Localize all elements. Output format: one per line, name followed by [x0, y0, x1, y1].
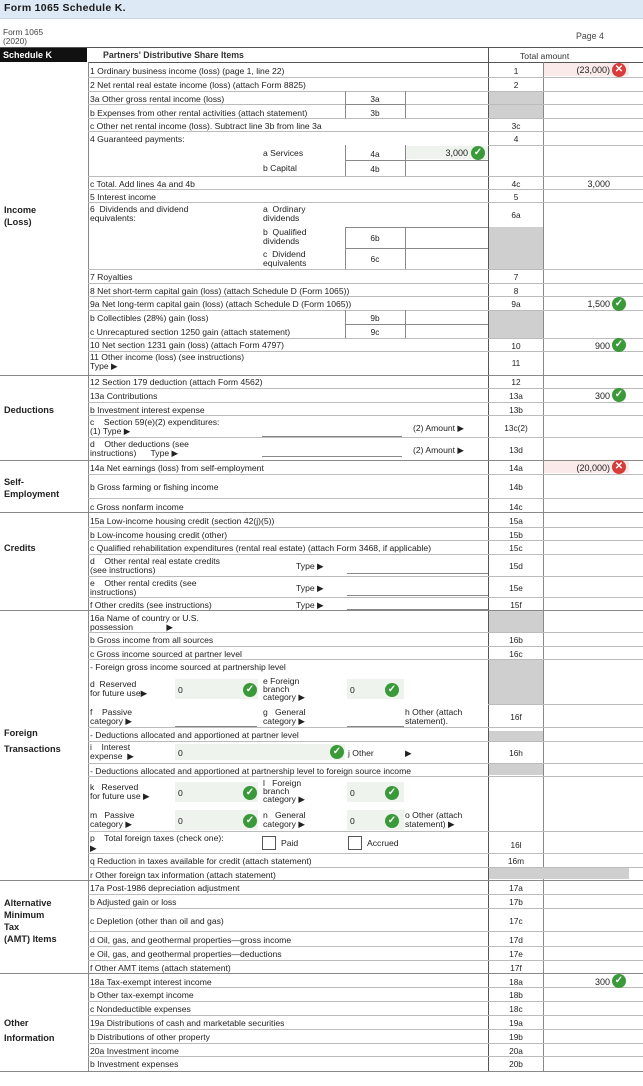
line-14c: c Gross nonfarm income: [90, 502, 184, 512]
line-16m: m Passive category ▶: [90, 810, 135, 829]
line-number: 15d: [509, 561, 523, 571]
line-number: 18a: [509, 977, 523, 987]
line-number: 12: [511, 377, 521, 387]
line-17b: b Adjusted gain or loss: [90, 897, 177, 907]
row-rule: [88, 310, 643, 311]
row-rule: [88, 474, 643, 475]
line-8: 8 Net short-term capital gain (loss) (attach Schedule D (Form 1065)): [90, 286, 350, 296]
line-17d: d Oil, gas, and geothermal properties—gross income: [90, 935, 292, 945]
box-4a: 4a: [370, 149, 380, 159]
line-number: 9a: [511, 299, 521, 309]
rule: [347, 609, 488, 610]
check-ok-icon: ✓: [243, 683, 257, 697]
line-16e: e Foreign branch category ▶: [263, 676, 305, 702]
box-4b: 4b: [370, 164, 380, 174]
line-15d: d Other rental real estate credits (see instructions): [90, 556, 220, 575]
box-6c: 6c: [370, 254, 380, 264]
line-number: 20b: [509, 1059, 523, 1069]
section-self-employment: Self- Employment: [4, 477, 60, 499]
line-18a: 18a Tax-exempt interest income: [90, 977, 212, 987]
check-ok-icon: ✓: [612, 297, 626, 311]
box-3b: 3b: [370, 108, 380, 118]
box-6b: 6b: [370, 233, 380, 243]
value-16m: 0: [178, 816, 183, 826]
field-16i[interactable]: [175, 744, 345, 760]
line-number: 15f: [510, 600, 522, 610]
section-rule: [0, 512, 643, 513]
row-rule: [88, 727, 643, 728]
section-credits: Credits: [4, 543, 36, 553]
line-number: 1: [513, 66, 519, 76]
line-number: 14c: [509, 502, 523, 512]
row-rule: [88, 946, 643, 947]
value-line-18a: 300: [594, 977, 610, 987]
paid-checkbox[interactable]: [262, 836, 276, 850]
line-16h: h Other (attach statement).: [405, 707, 463, 726]
line-15e: e Other rental credits (see instructions): [90, 578, 197, 597]
rule: [345, 104, 405, 105]
page-title: Form 1065 Schedule K.: [4, 2, 126, 14]
error-icon: ✕: [612, 63, 626, 77]
row-rule: [488, 145, 643, 146]
line-number: 13c(2): [504, 423, 528, 433]
line-19a: 19a Distributions of cash and marketable securities: [90, 1018, 285, 1028]
line-number: 17a: [509, 883, 523, 893]
line-number: 13d: [509, 445, 523, 455]
line-number: 15c: [509, 543, 523, 553]
value-4a: 3,000: [445, 148, 468, 158]
box-9b: 9b: [370, 313, 380, 323]
type-label: Type ▶: [296, 561, 324, 571]
rule: [345, 227, 488, 228]
value-16d: 0: [178, 685, 183, 695]
line-number: 3c: [511, 121, 521, 131]
line-number: 17e: [509, 949, 523, 959]
line-20a: 20a Investment income: [90, 1046, 179, 1056]
box-9c: 9c: [370, 327, 380, 337]
line-16-foreign-gross: - Foreign gross income sourced at partnership level: [90, 662, 286, 672]
row-rule: [88, 1015, 643, 1016]
rule: [0, 47, 643, 48]
line-13d: d Other deductions (see instructions) Type ▶: [90, 439, 189, 458]
error-icon: ✕: [612, 460, 626, 474]
section-rule: [0, 880, 643, 881]
line-number: 16c: [509, 649, 523, 659]
line-16n: n General category ▶: [263, 810, 306, 829]
line-16j: j Other: [348, 748, 374, 758]
value-line-9a: 1,500: [587, 299, 610, 309]
row-rule: [88, 498, 643, 499]
row-rule: [88, 659, 643, 660]
line-number: 5: [513, 192, 519, 202]
row-rule: [88, 987, 643, 988]
row-rule: [88, 894, 643, 895]
line-13a: 13a Contributions: [90, 391, 158, 401]
line-number: 14b: [509, 482, 523, 492]
check-ok-icon: ✓: [243, 786, 257, 800]
check-ok-icon: ✓: [243, 814, 257, 828]
rule: [345, 248, 488, 249]
row-rule: [88, 269, 643, 270]
row-rule: [488, 704, 643, 705]
row-rule: [88, 576, 643, 577]
row-rule: [88, 632, 643, 633]
page-number: Page 4: [576, 31, 604, 41]
section-other-info: Other Information: [4, 1018, 55, 1043]
line-number: 17b: [509, 897, 523, 907]
line-9a: 9a Net long-term capital gain (loss) (attach Schedule D (Form 1065)): [90, 299, 352, 309]
value-16i: 0: [178, 748, 183, 758]
line-number: 8: [513, 286, 519, 296]
row-rule: [88, 189, 643, 190]
line-3b: b Expenses from other rental activities (attach statement): [90, 108, 308, 118]
value-16k: 0: [178, 788, 183, 798]
value-line-10: 900: [594, 341, 610, 351]
line-number: 2: [513, 80, 519, 90]
row-rule: [88, 283, 643, 284]
row-rule: [88, 338, 643, 339]
row-rule: [88, 176, 643, 177]
shaded-cell: [489, 868, 629, 879]
line-number: 18c: [509, 1004, 523, 1014]
shaded-cell: [489, 611, 543, 632]
line-number: 13b: [509, 405, 523, 415]
line-16c: c Gross income sourced at partner level: [90, 649, 242, 659]
row-rule: [88, 351, 643, 352]
line-16b: b Gross income from all sources: [90, 635, 214, 645]
line-16a: 16a Name of country or U.S. possession ▶: [90, 613, 199, 632]
row-rule: [88, 908, 643, 909]
line-15c: c Qualified rehabilitation expenditures (rental real estate) (attach Form 3468, if applicable): [90, 543, 432, 553]
rule: [405, 91, 406, 118]
rule: [347, 573, 488, 574]
row-rule: [88, 1056, 643, 1057]
line-number: 19a: [509, 1018, 523, 1028]
line-16f: f Passive category ▶: [90, 707, 133, 726]
line-3a: 3a Other gross rental income (loss): [90, 94, 225, 104]
accrued-label: Accrued: [367, 838, 399, 848]
line-number: 16m: [507, 856, 525, 866]
line-number: 15b: [509, 530, 523, 540]
box-3a: 3a: [370, 94, 380, 104]
line-16k: k Reserved for future use ▶: [90, 782, 150, 801]
line-16-deductions-partnership: - Deductions allocated and apportioned at partnership level to foreign source income: [90, 766, 412, 776]
line-16l: l Foreign branch category ▶: [263, 778, 305, 804]
section-rule: [0, 973, 643, 974]
line-number: 4c: [511, 179, 521, 189]
form-year: (2020): [3, 36, 27, 46]
value-line-14a: (20,000): [576, 463, 610, 473]
line-12: 12 Section 179 deduction (attach Form 4562): [90, 377, 263, 387]
total-amount-heading: Total amount: [520, 51, 570, 61]
section-amt: Alternative Minimum Tax (AMT) Items: [4, 898, 57, 944]
row-rule: [88, 296, 643, 297]
row-rule: [88, 402, 643, 403]
rule: [543, 62, 544, 1072]
check-ok-icon: ✓: [385, 814, 399, 828]
row-rule: [88, 597, 643, 598]
line-17e: e Oil, gas, and geothermal properties—deductions: [90, 949, 282, 959]
value-line-4c: 3,000: [587, 179, 610, 189]
line-18b: b Other tax-exempt income: [90, 990, 194, 1000]
row-rule: [88, 1043, 643, 1044]
shaded-cell: [489, 311, 543, 338]
line-13c: c Section 59(e)(2) expenditures: (1) Type ▶: [90, 417, 220, 436]
line-9c: c Unrecaptured section 1250 gain (attach statement): [90, 327, 291, 337]
row-rule: [88, 1001, 643, 1002]
line-5: 5 Interest income: [90, 192, 156, 202]
line-16p: p Total foreign taxes (check one): ▶: [90, 833, 224, 853]
row-rule: [88, 867, 643, 868]
row-rule: [88, 437, 643, 438]
row-rule: [88, 1029, 643, 1030]
value-16l: 0: [350, 788, 355, 798]
line-number: 15e: [509, 583, 523, 593]
row-rule: [88, 960, 643, 961]
rule: [347, 595, 488, 596]
line-4b: b Capital: [263, 163, 297, 173]
line-20b: b Investment expenses: [90, 1059, 179, 1069]
line-6c: c Dividend equivalents: [263, 249, 307, 268]
line-number: 6a: [511, 210, 521, 220]
line-number: 20a: [509, 1046, 523, 1056]
check-ok-icon: ✓: [471, 146, 485, 160]
type-label: Type ▶: [296, 583, 324, 593]
line-14b: b Gross farming or fishing income: [90, 482, 219, 492]
shaded-cell: [489, 227, 543, 269]
value-line-1: (23,000): [576, 65, 610, 75]
row-rule: [88, 202, 643, 203]
line-4: 4 Guaranteed payments:: [90, 134, 185, 144]
line-18c: c Nondeductible expenses: [90, 1004, 191, 1014]
line-17c: c Depletion (other than oil and gas): [90, 916, 224, 926]
row-rule: [88, 77, 643, 78]
check-ok-icon: ✓: [385, 683, 399, 697]
line-6a: a Ordinary dividends: [263, 204, 306, 223]
line-number: 17d: [509, 935, 523, 945]
line-10: 10 Net section 1231 gain (loss) (attach Form 4797): [90, 340, 284, 350]
rule: [345, 160, 488, 161]
check-ok-icon: ✓: [385, 786, 399, 800]
type-label: Type ▶: [296, 600, 324, 610]
value-line-13a: 300: [594, 391, 610, 401]
line-number: 16h: [509, 748, 523, 758]
rule: [262, 456, 402, 457]
shaded-cell: [489, 764, 543, 775]
paid-label: Paid: [281, 838, 299, 848]
line-number: 10: [511, 341, 521, 351]
line-number: 7: [513, 272, 519, 282]
row-rule: [88, 415, 643, 416]
line-4a: a Services: [263, 148, 304, 158]
rule: [88, 62, 89, 1072]
row-rule: [88, 118, 643, 119]
line-11: 11 Other income (loss) (see instructions) Type ▶: [90, 352, 245, 371]
line-16i: i Interest expense ▶: [90, 742, 134, 761]
row-rule: [88, 931, 643, 932]
line-number: 17f: [510, 963, 522, 973]
check-ok-icon: ✓: [612, 338, 626, 352]
line-1: 1 Ordinary business income (loss) (page 1, line 22): [90, 66, 285, 76]
section-rule: [0, 1071, 643, 1072]
line-16r: r Other foreign tax information (attach statement): [90, 870, 276, 880]
line-number: 16f: [510, 712, 522, 722]
row-rule: [88, 131, 643, 132]
page-header: [0, 0, 643, 19]
line-16d: d Reserved for future use▶: [90, 679, 148, 698]
row-rule: [88, 646, 643, 647]
line-3c: c Other net rental income (loss). Subtract line 3b from line 3a: [90, 121, 322, 131]
line-7: 7 Royalties: [90, 272, 133, 282]
line-15a: 15a Low-income housing credit (section 42(j)(5)): [90, 516, 275, 526]
section-rule: [0, 375, 643, 376]
line-9b: b Collectibles (28%) gain (loss): [90, 313, 209, 323]
row-rule: [88, 776, 643, 777]
line-4c: c Total. Add lines 4a and 4b: [90, 179, 195, 189]
row-rule: [88, 91, 643, 92]
value-16n: 0: [350, 816, 355, 826]
row-rule: [88, 527, 643, 528]
line-number: 14a: [509, 463, 523, 473]
shaded-cell: [489, 660, 543, 704]
line-2: 2 Net rental real estate income (loss) (attach Form 8825): [90, 80, 306, 90]
arrow-label: ▶: [405, 748, 412, 758]
line-6b: b Qualified dividends: [263, 227, 307, 246]
line-15b: b Low-income housing credit (other): [90, 530, 228, 540]
line-number: 4: [513, 134, 519, 144]
line-number: 16b: [509, 635, 523, 645]
line-13b: b Investment interest expense: [90, 405, 205, 415]
line-14a: 14a Net earnings (loss) from self-employment: [90, 463, 264, 473]
line-6: 6 Dividends and dividend equivalents:: [90, 204, 189, 223]
check-ok-icon: ✓: [612, 974, 626, 988]
row-rule: [88, 853, 643, 854]
line-number: 11: [511, 358, 521, 368]
line-19b: b Distributions of other property: [90, 1032, 210, 1042]
line-16-deductions-partner: - Deductions allocated and apportioned at partner level: [90, 730, 299, 740]
row-rule: [88, 388, 643, 389]
line-number: 17c: [509, 916, 523, 926]
value-16e: 0: [350, 685, 355, 695]
section-income: Income (Loss): [4, 205, 37, 227]
line-13d-amount: (2) Amount ▶: [413, 445, 465, 455]
section-deductions: Deductions: [4, 405, 55, 415]
line-number: 18b: [509, 990, 523, 1000]
line-16g: g General category ▶: [263, 707, 306, 726]
schedule-label: Schedule K: [0, 48, 87, 62]
line-16q: q Reduction in taxes available for credit (attach statement): [90, 856, 312, 866]
line-13c-amount: (2) Amount ▶: [413, 423, 465, 433]
accrued-checkbox[interactable]: [348, 836, 362, 850]
line-16o: o Other (attach statement) ▶: [405, 810, 463, 829]
row-rule: [88, 763, 643, 764]
row-rule: [88, 741, 643, 742]
section-foreign: Foreign Transactions: [4, 728, 61, 754]
schedule-heading: Partners' Distributive Share Items: [103, 50, 244, 60]
line-15f: f Other credits (see instructions): [90, 600, 212, 610]
line-17f: f Other AMT items (attach statement): [90, 963, 231, 973]
line-number: 16l: [510, 840, 522, 850]
line-number: 13a: [509, 391, 523, 401]
check-ok-icon: ✓: [612, 388, 626, 402]
row-rule: [88, 831, 643, 832]
line-number: 15a: [509, 516, 523, 526]
rule: [345, 324, 488, 325]
row-rule: [88, 554, 643, 555]
form-name: Form 1065: [3, 27, 44, 37]
check-ok-icon: ✓: [330, 745, 344, 759]
line-17a: 17a Post-1986 depreciation adjustment: [90, 883, 240, 893]
row-rule: [88, 540, 643, 541]
shaded-cell: [489, 92, 543, 118]
line-number: 19b: [509, 1032, 523, 1042]
